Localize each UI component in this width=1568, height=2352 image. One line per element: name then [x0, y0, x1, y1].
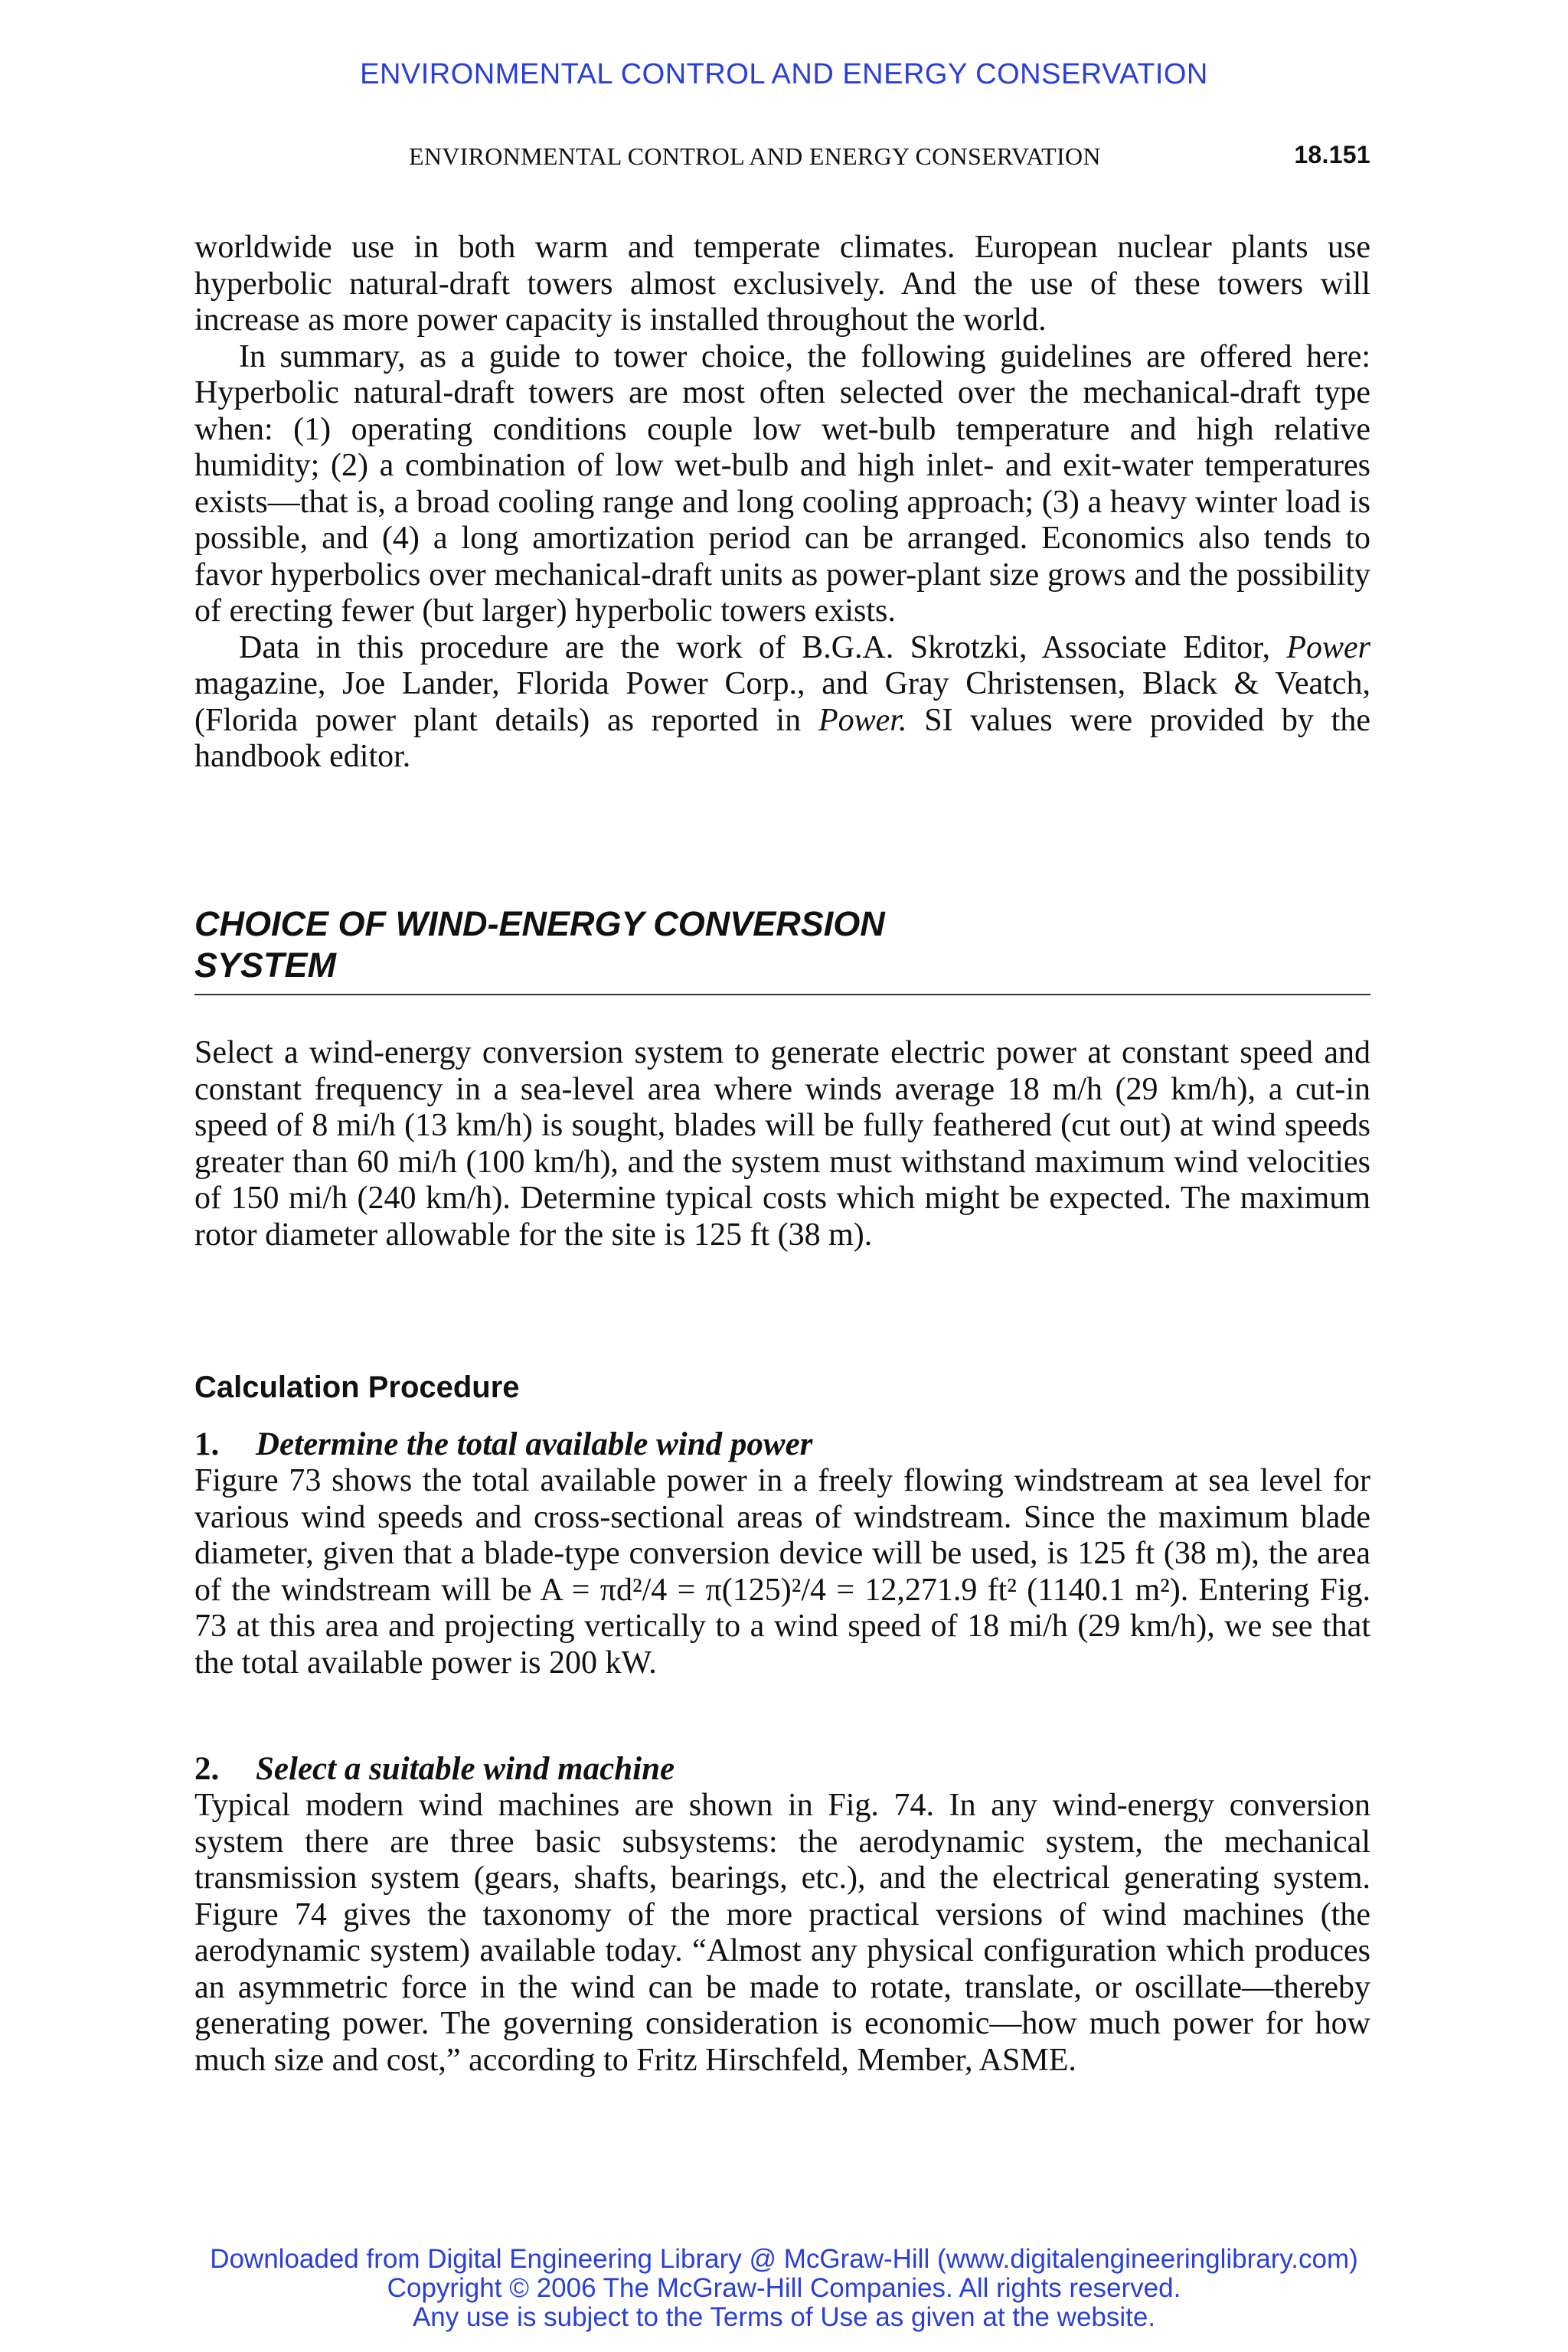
credits-text-a: Data in this procedure are the work of B.G.A. Skrotzki, Associate Editor, [239, 629, 1287, 665]
step-1-title: Determine the total available wind power [256, 1426, 813, 1462]
paragraph-continued: worldwide use in both warm and temperate climates. European nuclear plants use hyperbolic natural-draft towers almost exclusively. And the use of these towers will increase as more power capacity is installed throughout the world. [194, 230, 1370, 338]
paragraph-summary: In summary, as a guide to tower choice, the following guidelines are offered here: Hyperbolic natural-draft towers are most often selected over the mechanical-draft type when: (1) operating conditions couple low wet-bulb temperature and high relative humidity; (2) a combination of low wet-bulb and high inlet- and exit-water temperatures exists—that is, a broad cooling range and long cooling approach; (3) a heavy winter load is possible, and (4) a long amortization period can be arranged. Economics also tends to favor hyperbolics over mechanical-draft units as power-plant size grows and the possibility of erecting fewer (but larger) hyperbolic towers exists. [194, 338, 1370, 629]
power-magazine-name: Power [1286, 629, 1370, 665]
step-1-text [194, 1463, 1370, 1681]
section-title [194, 903, 1370, 995]
step-2-text: Typical modern wind machines are shown in Fig. 74. In any wind-energy conversion system there are three basic subsystems: the aerodynamic system, the mechanical transmission system (gears, shafts, bearings, etc.), and the electrical generating system. Figure 74 gives the taxonomy of the more practical versions of wind machines (the aerodynamic system) available today. “Almost any physical configuration which produces an asymmetric force in the wind can be made to rotate, translate, or oscillate—thereby generating power. The governing consideration is economic—how much power for how much size and cost,” according to Fritz Hirschfeld, Member, ASME. [194, 1788, 1370, 2078]
calculation-heading: Calculation Procedure [194, 1370, 520, 1404]
problem-statement [194, 1035, 1370, 1253]
step-2-heading [194, 1751, 1370, 1788]
problem-text: Select a wind-energy conversion system to generate electric power at constant speed and constant frequency in a sea-level area where winds average 18 m/h (29 km/h), a cut-in speed of 8 mi/h (13 km/h) is sought, blades will be fully feathered (cut out) at wind speeds greater than 60 mi/h (100 km/h), and the system must withstand maximum wind velocities of 150 mi/h (240 km/h). Determine typical costs which might be expected. The maximum rotor diameter allowable for the site is 125 ft (38 m). [194, 1035, 1370, 1253]
step-2-title: Select a suitable wind machine [256, 1751, 675, 1787]
credits-text-c: SI values were provided by the handbook editor. [194, 702, 1370, 774]
source-banner: ENVIRONMENTAL CONTROL AND ENERGY CONSERVATION [360, 58, 1208, 90]
step-1-text-b: Entering Fig. 73 at this area and projecting vertically to a wind speed of 18 mi/h (29 km/h), we see that the total available power is 200 kW. [194, 1572, 1370, 1681]
footer-copyright: Copyright © 2006 The McGraw-Hill Companies. All rights reserved. [387, 2273, 1181, 2303]
step-1-text-a: Figure 73 shows the total available power in a freely flowing windstream at sea level for various wind speeds and cross-sectional areas of windstream. Since the maximum blade diameter, given that a blade-type conversion device will be used, is 125 ft (38 m), the area of the windstream will be [194, 1463, 1370, 1608]
footer-download-link[interactable]: Downloaded from Digital Engineering Library @ McGraw-Hill (www.digitalengineeringlibrary.com) [210, 2244, 1358, 2274]
step-2 [194, 1751, 1370, 2079]
power-magazine-name-2: Power. [818, 702, 907, 738]
page-number: 18.151 [1294, 141, 1370, 168]
footer-terms: Any use is subject to the Terms of Use as given at the website. [412, 2302, 1156, 2332]
intro-text [194, 230, 1370, 776]
step-1 [194, 1426, 1370, 1681]
step-1-formula: A = πd²/4 = π(125)²/4 = 12,271.9 ft² (1140.1 m²). [540, 1572, 1189, 1608]
running-head-title: ENVIRONMENTAL CONTROL AND ENERGY CONSERVATION [409, 142, 1101, 170]
step-2-number: 2. [194, 1751, 220, 1787]
download-footer [0, 2245, 1568, 2332]
section-title-line2: SYSTEM [194, 946, 337, 985]
credits-text-b: magazine, Joe Lander, Florida Power Corp., and Gray Christensen, Black & Veatch, (Florida power plant details) as reported in [194, 666, 1370, 738]
section-title-line1: CHOICE OF WIND-ENERGY CONVERSION [194, 904, 885, 943]
step-1-number: 1. [194, 1426, 220, 1462]
step-1-heading [194, 1426, 1370, 1463]
paragraph-credits [194, 630, 1370, 776]
